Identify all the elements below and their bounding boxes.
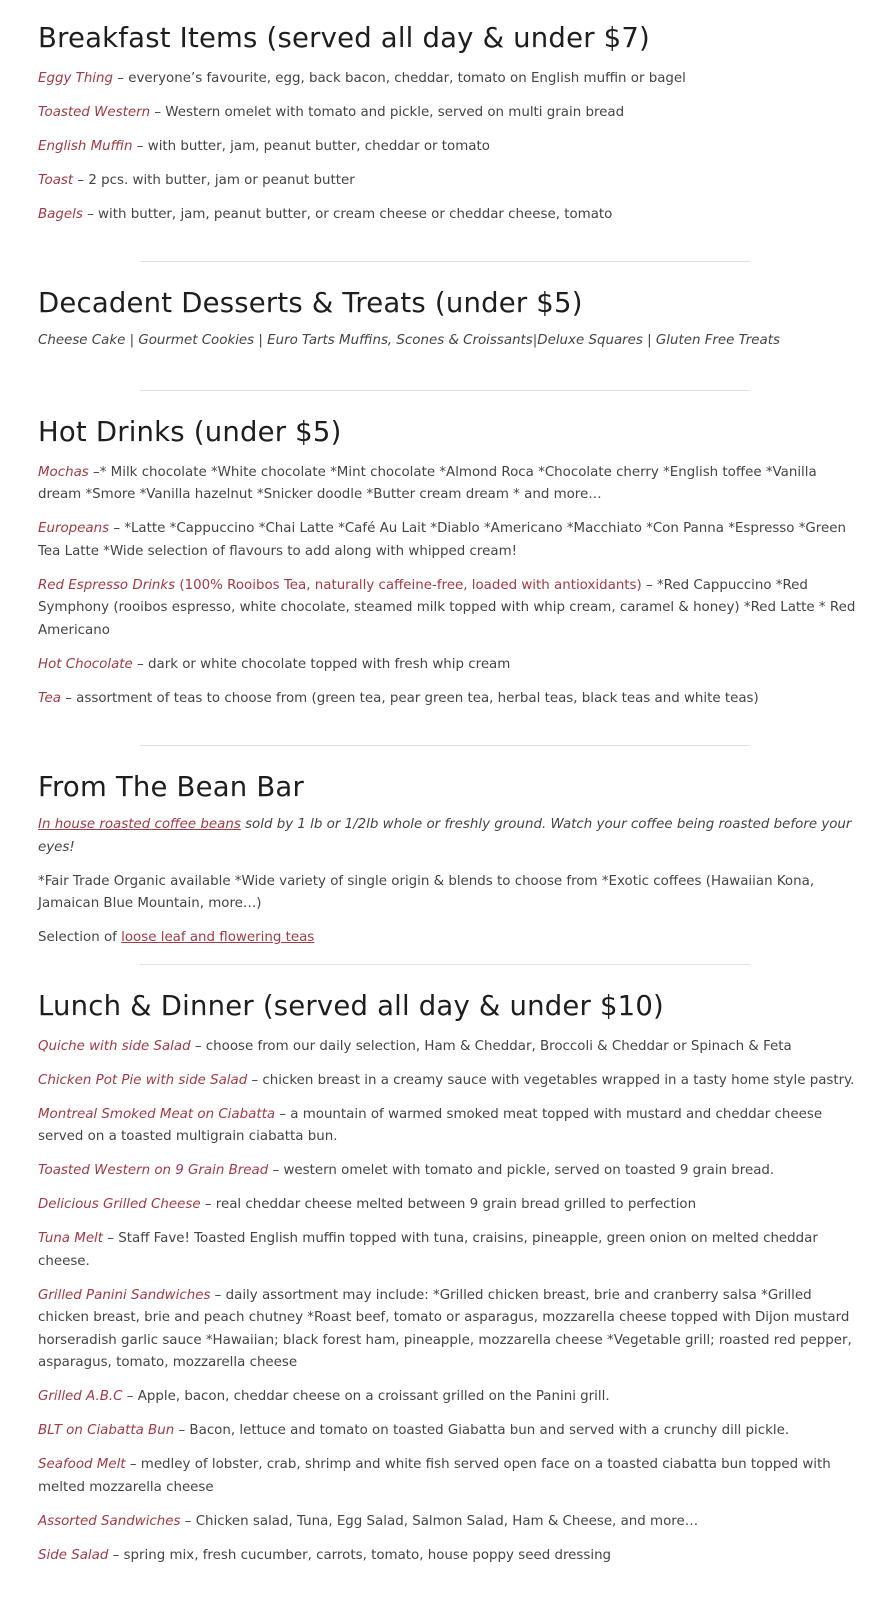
menu-item-name: Mochas [38, 464, 89, 480]
menu-item-name: Hot Chocolate [38, 656, 133, 672]
menu-item [38, 1454, 857, 1499]
menu-item [38, 1104, 857, 1149]
menu-item-description: – Western omelet with tomato and pickle, served on multi grain bread [150, 104, 625, 120]
menu-item-name: Tea [38, 690, 61, 706]
hot-drinks-items [38, 462, 857, 711]
menu-item-description: – Staff Fave! Toasted English muffin topped with tuna, craisins, pineapple, green onion on melted cheddar cheese. [38, 1231, 818, 1269]
menu-item [38, 1420, 857, 1443]
fair-trade-paragraph: *Fair Trade Organic available *Wide variety of single origin & blends to choose from *Exotic coffees (Hawaiian Kona, Jamaican Blue Mountain, more…) [38, 873, 815, 911]
menu-item-name: Delicious Grilled Cheese [38, 1197, 201, 1212]
menu-item-name: Assorted Sandwiches [38, 1513, 181, 1529]
menu-item-description: – spring mix, fresh cucumber, carrots, tomato, house poppy seed dressing [108, 1547, 612, 1563]
menu-item-name: Toast [38, 172, 74, 188]
bean-bar-section [38, 769, 857, 950]
menu-item [38, 1545, 857, 1568]
menu-item-name: Montreal Smoked Meat on Ciabatta [38, 1106, 276, 1122]
menu-item-name: Red Espresso Drinks [38, 577, 176, 593]
tea-selection-prefix: Selection of [38, 930, 122, 945]
menu-item [38, 170, 857, 193]
menu-item-name: English Muffin [38, 138, 133, 154]
menu-item-name: BLT on Ciabatta Bun [38, 1423, 175, 1438]
breakfast-section [38, 20, 857, 226]
menu-item-description: – real cheddar cheese melted between 9 grain bread grilled to perfection [200, 1197, 697, 1212]
menu-item-description: – with butter, jam, peanut butter, cheddar or tomato [132, 138, 490, 154]
menu-item [38, 462, 857, 507]
menu-item-name: Toasted Western [38, 104, 151, 120]
menu-item [38, 1228, 857, 1273]
menu-item-name: Grilled Panini Sandwiches [38, 1287, 211, 1303]
breakfast-title: Breakfast Items (served all day & under $7) [38, 22, 650, 54]
menu-item-name: Europeans [38, 521, 110, 536]
menu-item [38, 204, 857, 227]
menu-item [38, 1070, 857, 1093]
section-divider [140, 964, 750, 965]
menu-item [38, 688, 857, 711]
menu-item-name: Toasted Western on 9 Grain Bread [38, 1163, 269, 1178]
roasted-beans-link[interactable]: In house roasted coffee beans [38, 817, 241, 832]
menu-item [38, 654, 857, 677]
menu-item-description: – daily assortment may include: *Grilled chicken breast, brie and cranberry salsa *Grilled chicken breast, brie and peach chutney *Roast beef, tomato or asparagus, mozzarella cheese topped with Dijon mustard horseradish garlic sauce *Hawaiian; black forest ham, pineapple, mozzarella cheese *Vegetable grill; roasted red pepper, asparagus, tomato, mozzarella cheese [38, 1287, 852, 1370]
menu-item [38, 102, 857, 125]
menu-item-name: Side Salad [38, 1547, 109, 1563]
menu-item-name: Quiche with side Salad [38, 1038, 191, 1054]
menu-item [38, 1160, 857, 1183]
menu-item-note: (100% Rooibos Tea, naturally caffeine-free, loaded with antioxidants) [175, 577, 642, 593]
menu-item-name: Grilled A.B.C [38, 1389, 123, 1404]
menu-item [38, 1194, 857, 1217]
hot-drinks-title: Hot Drinks (under $5) [38, 416, 342, 448]
lunch-section [38, 988, 857, 1567]
menu-item [38, 1036, 857, 1059]
menu-item-description: – with butter, jam, peanut butter, or cream cheese or cheddar cheese, tomato [82, 206, 613, 222]
breakfast-items [38, 68, 857, 227]
menu-item [38, 1386, 857, 1409]
menu-item-name: Seafood Melt [38, 1457, 126, 1472]
menu-item [38, 1285, 857, 1375]
menu-item [38, 136, 857, 159]
bean-bar-title: From The Bean Bar [38, 771, 304, 803]
menu-item [38, 68, 857, 91]
menu-item-name: Bagels [38, 206, 83, 222]
hot-drinks-section [38, 414, 857, 710]
menu-item-name: Eggy Thing [38, 70, 114, 86]
menu-item-description: – 2 pcs. with butter, jam or peanut butter [73, 172, 355, 188]
menu-item [38, 1511, 857, 1534]
menu-item-description: – chicken breast in a creamy sauce with vegetables wrapped in a tasty home style pastry. [247, 1072, 855, 1088]
menu-item-description: – choose from our daily selection, Ham & Cheddar, Broccoli & Cheddar or Spinach & Feta [190, 1038, 792, 1054]
lunch-title: Lunch & Dinner (served all day & under $10) [38, 990, 664, 1022]
tea-selection-paragraph [38, 927, 857, 950]
menu-item-name: Chicken Pot Pie with side Salad [38, 1072, 248, 1088]
menu-item-name: Tuna Melt [38, 1231, 104, 1246]
menu-item-description: –* Milk chocolate *White chocolate *Mint chocolate *Almond Roca *Chocolate cherry *English toffee *Vanilla dream *Smore *Vanilla hazelnut *Snicker doodle *Butter cream dream * and more… [38, 464, 817, 502]
menu-item-description: – medley of lobster, crab, shrimp and white fish served open face on a toasted ciabatta bun topped with melted mozzarella cheese [38, 1457, 831, 1495]
menu-item-description: – assortment of teas to choose from (green tea, pear green tea, herbal teas, black teas and white teas) [60, 690, 759, 706]
menu-item-description: – everyone’s favourite, egg, back bacon, cheddar, tomato on English muffin or bagel [113, 70, 686, 86]
menu-item-description: – dark or white chocolate topped with fresh whip cream [132, 656, 511, 672]
desserts-section [38, 285, 857, 353]
lunch-items [38, 1036, 857, 1568]
menu-item [38, 575, 857, 643]
desserts-title: Decadent Desserts & Treats (under $5) [38, 287, 583, 319]
roasted-beans-text: sold by 1 lb or 1/2lb whole or freshly ground. Watch your coffee being roasted before your eyes! [38, 817, 852, 855]
menu-item-description: – *Red Cappuccino *Red Symphony (rooibos espresso, white chocolate, steamed milk topped with whip cream, caramel & honey) *Red Latte * Red Americano [38, 577, 856, 638]
menu-item-description: – western omelet with tomato and pickle, served on toasted 9 grain bread. [268, 1163, 775, 1178]
menu-item-description: – Chicken salad, Tuna, Egg Salad, Salmon Salad, Ham & Cheese, and more… [180, 1513, 699, 1529]
roasted-beans-paragraph [38, 814, 857, 859]
menu-item-description: – Apple, bacon, cheddar cheese on a croissant grilled on the Panini grill. [122, 1389, 610, 1404]
menu-item-description: – a mountain of warmed smoked meat topped with mustard and cheddar cheese served on a toasted multigrain ciabatta bun. [38, 1106, 823, 1144]
menu-item-description: – *Latte *Cappuccino *Chai Latte *Café Au Lait *Diablo *Americano *Macchiato *Con Panna *Espresso *Green Tea Latte *Wide selection of flavours to add along with whipped cream! [38, 521, 846, 559]
section-divider [140, 390, 750, 391]
loose-leaf-teas-link[interactable]: loose leaf and flowering teas [121, 930, 315, 945]
menu-item-description: – Bacon, lettuce and tomato on toasted Giabatta bun and served with a crunchy dill pickle. [174, 1423, 790, 1438]
section-divider [140, 261, 750, 262]
desserts-list: Cheese Cake | Gourmet Cookies | Euro Tarts Muffins, Scones & Croissants|Deluxe Squares | Gluten Free Treats [38, 333, 780, 348]
menu-item [38, 518, 857, 563]
section-divider [140, 745, 750, 746]
